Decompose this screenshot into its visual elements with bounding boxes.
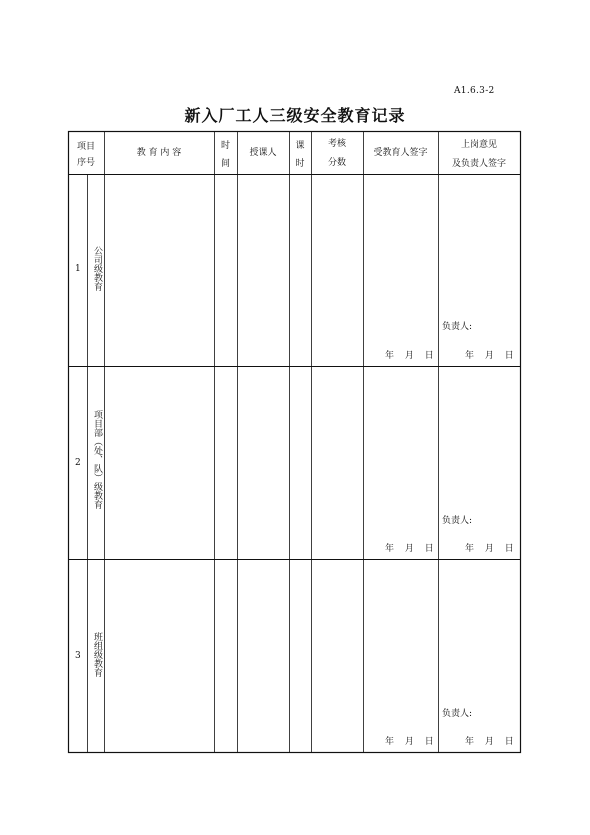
header-score (311, 135, 363, 173)
row2-level: 项目部（处、队）级教育 (92, 410, 102, 509)
row3-date-left: 年 月 日 (385, 737, 434, 747)
row1-level: 公司级教育 (92, 246, 102, 291)
document-code: A1.6.3-2 (454, 86, 495, 96)
row2-responsible: 负责人: (442, 516, 473, 526)
row1-date-left: 年 月 日 (385, 351, 434, 361)
header-signee: 受教育人签字 (373, 148, 428, 158)
row1-date-right: 年 月 日 (465, 351, 514, 361)
header-hours (289, 137, 311, 173)
header-opinion-line2: 及负责人签字 (451, 159, 506, 169)
page-title: 新入厂工人三级安全教育记录 (184, 106, 406, 125)
row3-date-right: 年 月 日 (465, 737, 514, 747)
header-hours-line1: 课 (295, 141, 305, 151)
row3-level: 班组级教育 (92, 632, 102, 677)
header-score-line2: 分数 (327, 158, 346, 168)
header-seq-line1: 项目 (76, 142, 95, 152)
row2-number: 2 (75, 458, 81, 468)
header-seq-line2: 序号 (76, 158, 95, 168)
header-hours-line2: 时 (295, 159, 305, 169)
header-time-line1: 时 (220, 141, 230, 151)
row1-number: 1 (75, 264, 81, 274)
header-content: 教 育 内 容 (136, 148, 182, 158)
header-opinion (438, 136, 520, 174)
header-seq (68, 139, 104, 171)
row1-responsible: 负责人: (442, 322, 473, 332)
header-opinion-line1: 上岗意见 (460, 140, 497, 150)
header-time-line2: 间 (220, 159, 230, 169)
header-score-line1: 考核 (327, 139, 346, 149)
row2-date-right: 年 月 日 (465, 544, 514, 554)
row2-date-left: 年 月 日 (385, 544, 434, 554)
row3-number: 3 (75, 651, 81, 661)
row3-responsible: 负责人: (442, 709, 473, 719)
header-teacher: 授课人 (249, 148, 277, 158)
header-time (214, 137, 237, 173)
